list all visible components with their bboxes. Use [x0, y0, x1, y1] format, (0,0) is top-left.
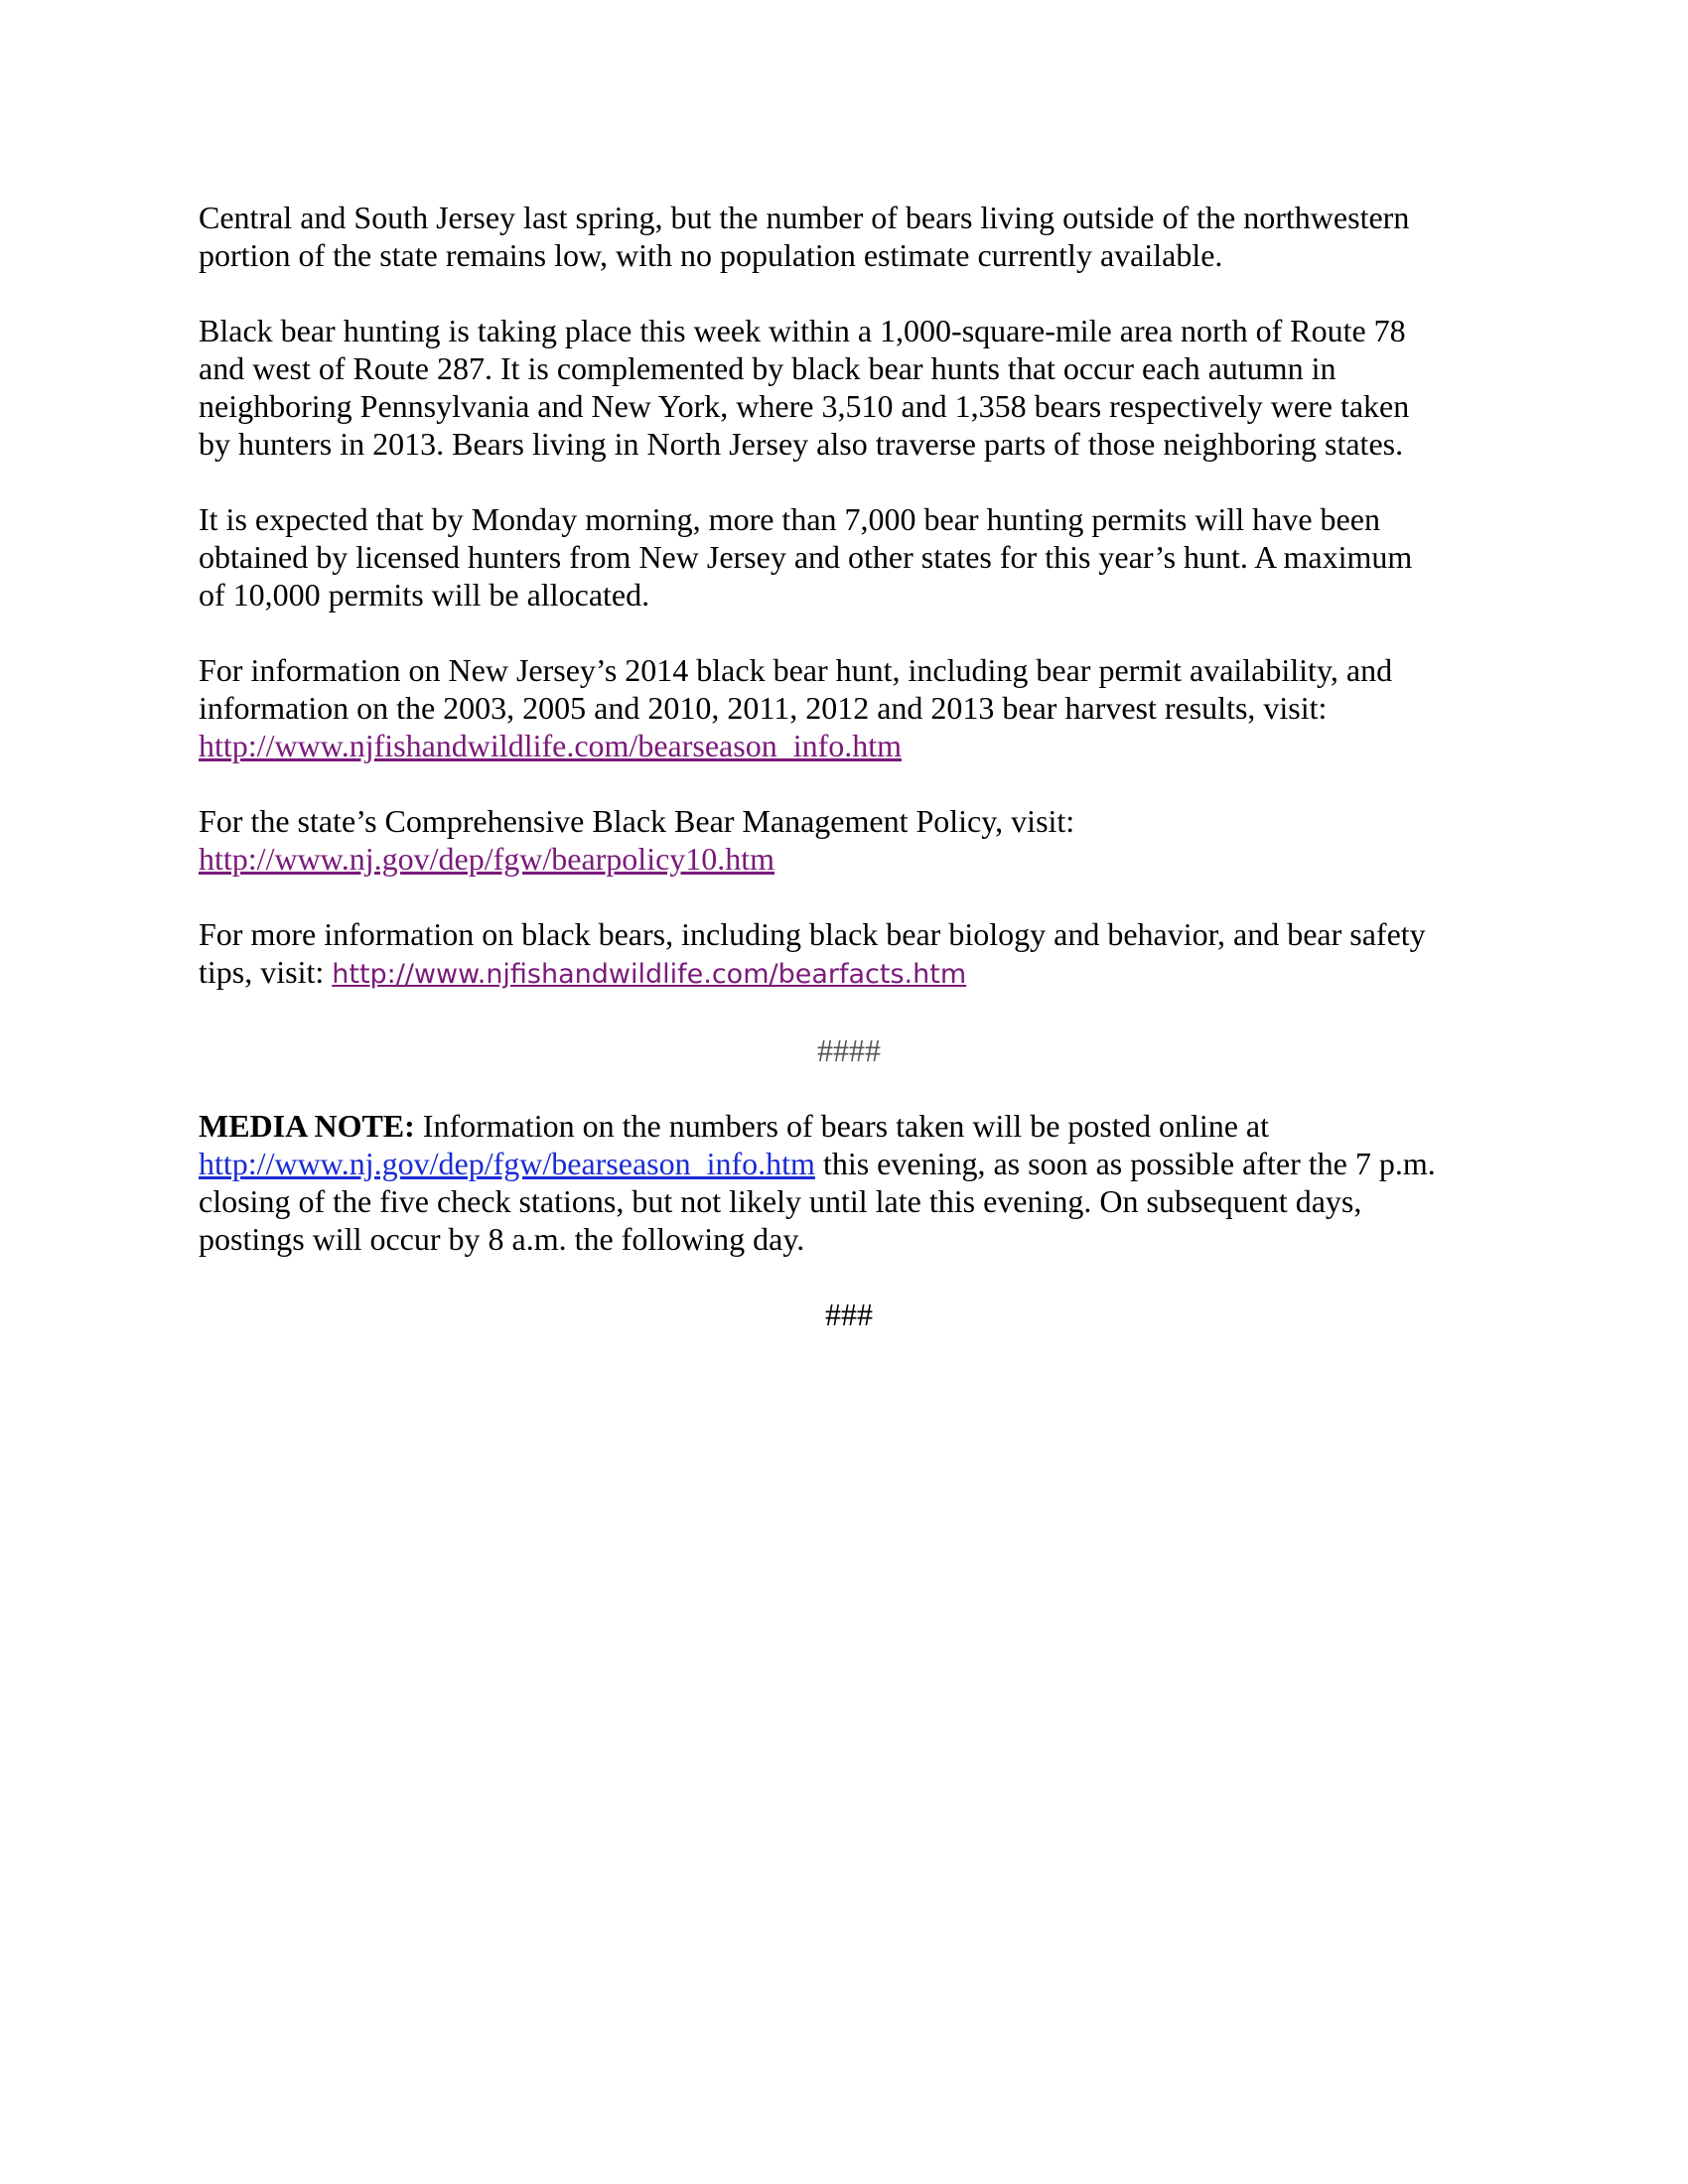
- bear-policy-link[interactable]: http://www.nj.gov/dep/fgw/bearpolicy10.htm: [199, 841, 775, 877]
- bearseason-results-link[interactable]: http://www.nj.gov/dep/fgw/bearseason_info.htm: [199, 1146, 815, 1181]
- paragraph-media-note: [199, 1107, 1499, 1258]
- paragraph-hunting-area: [199, 312, 1499, 463]
- text-line-link: [199, 840, 1499, 878]
- text-line: For information on New Jersey’s 2014 black bear hunt, including bear permit availability, and: [199, 652, 1393, 688]
- text-line-link: [199, 727, 1499, 764]
- text-prefix: tips, visit:: [199, 954, 333, 990]
- end-marker: ###: [825, 1297, 873, 1332]
- text-line: Central and South Jersey last spring, but the number of bears living outside of the northwestern: [199, 200, 1410, 235]
- text-segment: this evening, as soon as possible after the 7 p.m.: [814, 1146, 1436, 1181]
- text-line: postings will occur by 8 a.m. the following day.: [199, 1221, 805, 1257]
- bearseason-info-link[interactable]: http://www.njfishandwildlife.com/bearseason_info.htm: [199, 728, 903, 763]
- text-line: information on the 2003, 2005 and 2010, 2011, 2012 and 2013 bear harvest results, visit:: [199, 690, 1328, 726]
- text-line: closing of the five check stations, but not likely until late this evening. On subsequent days,: [199, 1183, 1362, 1219]
- text-line: [199, 1107, 1499, 1145]
- paragraph-bear-facts: [199, 915, 1499, 994]
- text-segment: Information on the numbers of bears taken will be posted online at: [414, 1108, 1270, 1144]
- text-line: of 10,000 permits will be allocated.: [199, 577, 650, 613]
- paragraph-permits: [199, 500, 1499, 614]
- text-line: obtained by licensed hunters from New Jersey and other states for this year’s hunt. A maximum: [199, 539, 1413, 575]
- text-line: Black bear hunting is taking place this week within a 1,000-square-mile area north of Route 78: [199, 313, 1406, 348]
- text-line: It is expected that by Monday morning, more than 7,000 bear hunting permits will have been: [199, 501, 1380, 537]
- paragraph-management-policy: [199, 802, 1499, 878]
- text-line: neighboring Pennsylvania and New York, where 3,510 and 1,358 bears respectively were taken: [199, 388, 1410, 424]
- text-line: For the state’s Comprehensive Black Bear Management Policy, visit:: [199, 803, 1075, 839]
- text-line-with-link: [199, 953, 1499, 994]
- text-line: portion of the state remains low, with no population estimate currently available.: [199, 237, 1223, 273]
- bearfacts-link[interactable]: http://www.njfishandwildlife.com/bearfacts.htm: [332, 959, 967, 990]
- document-body: [199, 199, 1499, 1371]
- text-line: by hunters in 2013. Bears living in North Jersey also traverse parts of those neighboring states.: [199, 426, 1404, 462]
- paragraph-central-south-jersey: [199, 199, 1499, 274]
- text-line: and west of Route 287. It is complemented by black bear hunts that occur each autumn in: [199, 350, 1336, 386]
- text-line-with-link: [199, 1145, 1499, 1182]
- section-separator: ####: [817, 1032, 881, 1068]
- media-note-label: MEDIA NOTE:: [199, 1108, 415, 1144]
- text-line: For more information on black bears, including black bear biology and behavior, and bear safety: [199, 916, 1426, 952]
- paragraph-hunt-info: [199, 651, 1499, 764]
